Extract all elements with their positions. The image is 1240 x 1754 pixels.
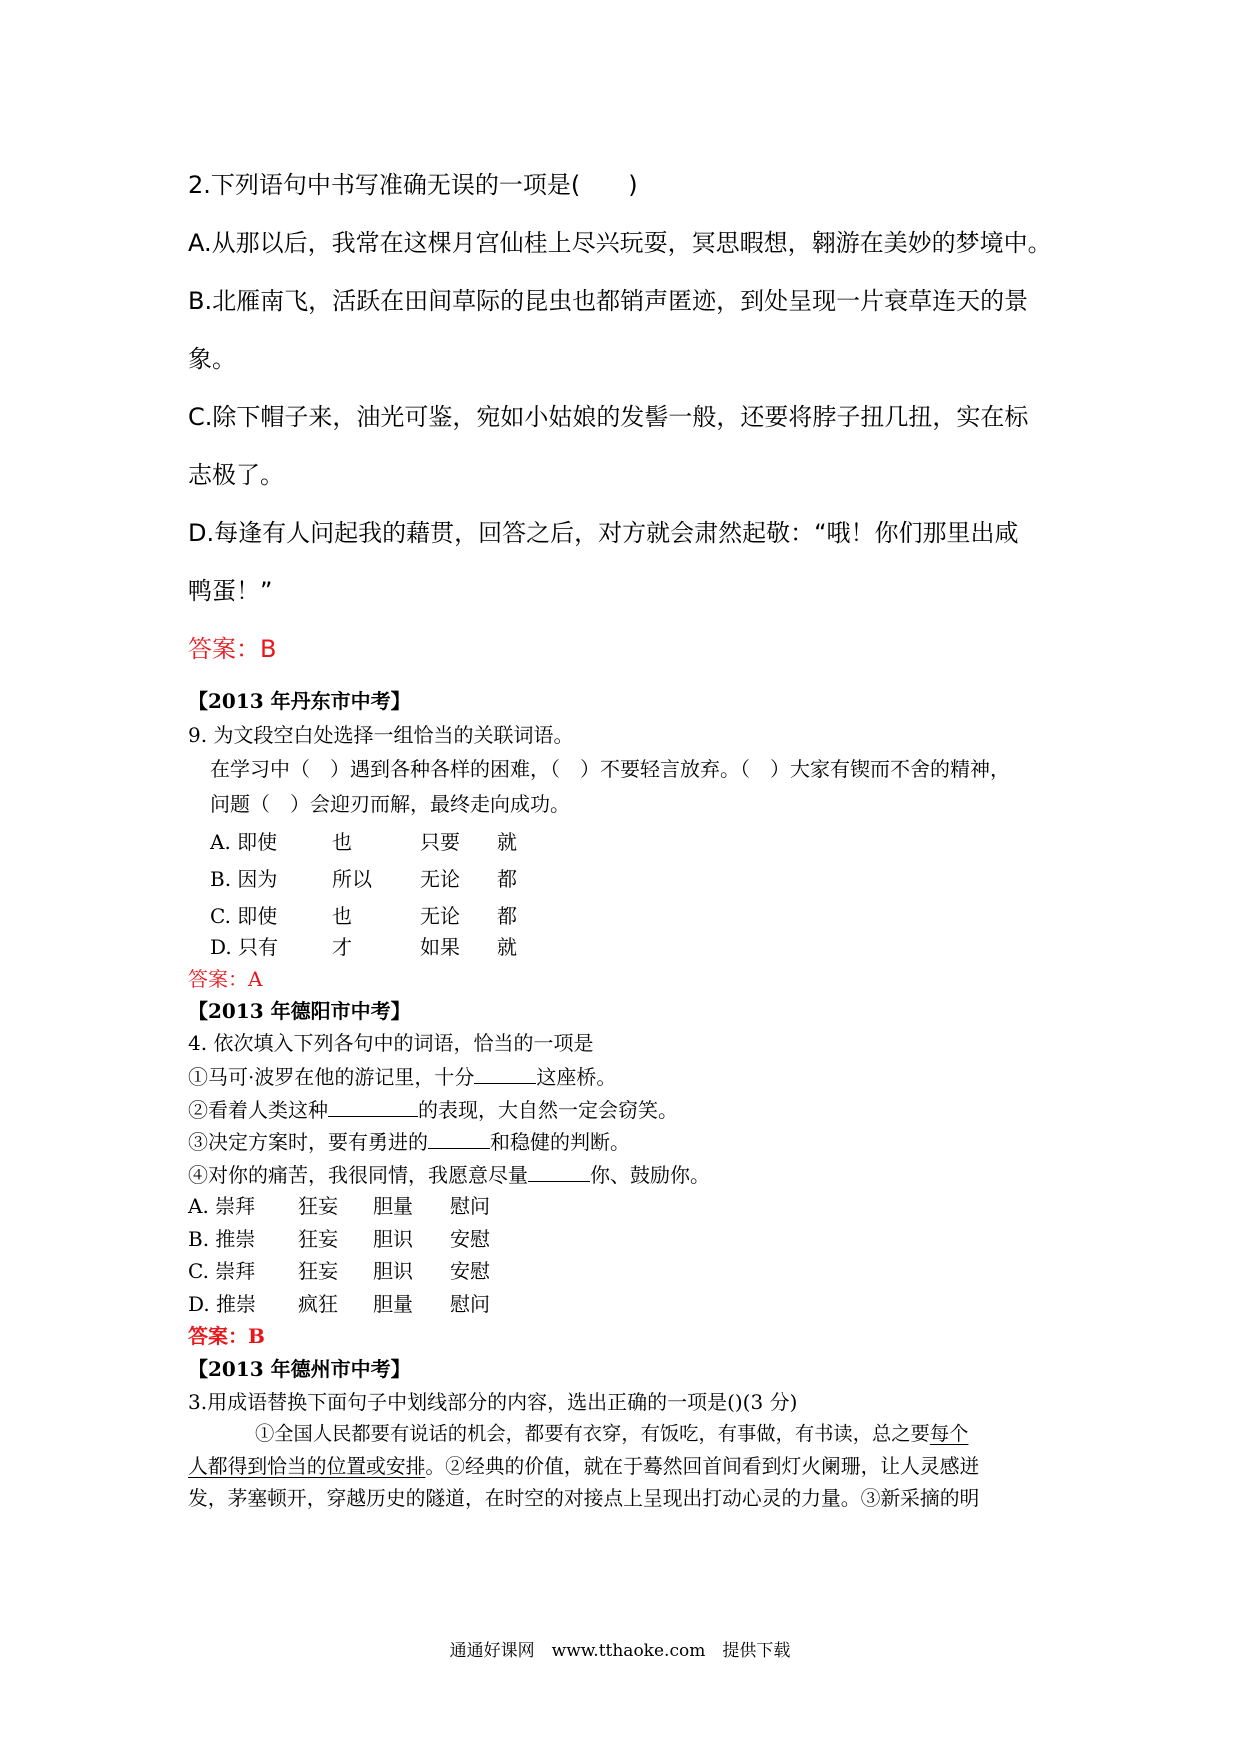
option-word: 胆识 <box>373 1259 413 1283</box>
option-label: D. 推崇 <box>188 1292 257 1316</box>
section-header-dezhou: 【2013 年德州市中考】 <box>188 1357 411 1381</box>
fill-blank <box>474 1063 536 1084</box>
paragraph-line2: 人都得到恰当的位置或安排。②经典的价值，就在于蓦然回首间看到灯火阑珊，让人灵感迸 <box>188 1455 980 1478</box>
sentence-3: ③决定方案时，要有勇进的 和稳健的判断。 <box>188 1130 630 1154</box>
question-2: 2.下列语句中书写准确无误的一项是( ) <box>188 171 638 199</box>
question-9: 9. 为文段空白处选择一组恰当的关联词语。 <box>188 723 574 747</box>
answer-3: 答案：B <box>188 1324 265 1348</box>
underlined-text: 人都得到恰当的位置或安排 <box>188 1455 426 1478</box>
passage-line1: 在学习中（ ）遇到各种各样的困难，（ ）不要轻言放弃。（ ）大家有锲而不舍的精神， <box>210 757 1010 781</box>
option-c-line1: C.除下帽子来，油光可鉴，宛如小姑娘的发髻一般，还要将脖子扭几扭，实在标 <box>188 403 1029 431</box>
option-word: 安慰 <box>450 1227 490 1251</box>
option-word: 就 <box>497 830 517 854</box>
underlined-text: 每个 <box>929 1422 969 1445</box>
option-word: 狂妄 <box>298 1259 338 1283</box>
option-label: B. 因为 <box>210 867 278 891</box>
option-word: 胆识 <box>373 1227 413 1251</box>
option-word: 胆量 <box>373 1292 413 1316</box>
sentence-4: ④对你的痛苦，我很同情，我愿意尽量 你、鼓励你。 <box>188 1163 710 1187</box>
question-3: 3.用成语替换下面句子中划线部分的内容，选出正确的一项是()(3 分) <box>188 1390 798 1414</box>
option-label: A. 崇拜 <box>188 1194 256 1218</box>
option-word: 慰问 <box>450 1292 490 1316</box>
answer-2: 答案：A <box>188 967 263 991</box>
option-c-line2: 志极了。 <box>188 461 284 489</box>
sentence-2: ②看着人类这种 的表现，大自然一定会窃笑。 <box>188 1098 678 1122</box>
option-word: 慰问 <box>450 1194 490 1218</box>
option-d-line1: D.每逢有人问起我的藉贯，回答之后，对方就会肃然起敬：“哦！你们那里出咸 <box>188 519 1019 547</box>
fill-blank <box>328 1096 418 1117</box>
option-label: C. 崇拜 <box>188 1259 256 1283</box>
question-4: 4. 依次填入下列各句中的词语，恰当的一项是 <box>188 1031 594 1055</box>
option-word: 也 <box>332 904 352 928</box>
section-header-deyang: 【2013 年德阳市中考】 <box>188 999 411 1023</box>
option-word: 都 <box>497 904 517 928</box>
option-word: 所以 <box>332 867 372 891</box>
option-word: 狂妄 <box>298 1194 338 1218</box>
option-word: 胆量 <box>373 1194 413 1218</box>
option-label: A. 即使 <box>210 830 278 854</box>
sentence-1: ①马可·波罗在他的游记里，十分 这座桥。 <box>188 1065 617 1089</box>
option-word: 疯狂 <box>298 1292 338 1316</box>
option-word: 如果 <box>420 935 460 959</box>
option-word: 安慰 <box>450 1259 490 1283</box>
option-label: C. 即使 <box>210 904 278 928</box>
page-footer: 通通好课网 www.tthaoke.com 提供下载 <box>449 1641 791 1661</box>
option-b-line1: B.北雁南飞，活跃在田间草际的昆虫也都销声匿迹，到处呈现一片衰草连天的景 <box>188 287 1029 315</box>
option-word: 都 <box>497 867 517 891</box>
option-word: 也 <box>332 830 352 854</box>
section-header-dandong: 【2013 年丹东市中考】 <box>188 689 411 713</box>
option-label: D. 只有 <box>210 935 279 959</box>
option-word: 只要 <box>420 830 460 854</box>
option-label: B. 推崇 <box>188 1227 256 1251</box>
option-a: A.从那以后，我常在这棵月宫仙桂上尽兴玩耍，冥思暇想，翱游在美妙的梦境中。 <box>188 229 1052 257</box>
fill-blank <box>528 1161 590 1182</box>
paragraph-line1: ①全国人民都要有说话的机会，都要有衣穿，有饭吃，有事做，有书读，总之要每个 <box>255 1422 969 1445</box>
passage-line2: 问题（ ）会迎刃而解，最终走向成功。 <box>210 792 570 816</box>
option-word: 才 <box>332 935 352 959</box>
option-d-line2: 鸭蛋！” <box>188 577 273 605</box>
paragraph-line3: 发，茅塞顿开，穿越历史的隧道，在时空的对接点上呈现出打动心灵的力量。③新采摘的明 <box>188 1487 980 1510</box>
fill-blank <box>428 1128 490 1149</box>
option-word: 就 <box>497 935 517 959</box>
option-b-line2: 象。 <box>188 345 236 373</box>
option-word: 无论 <box>420 867 460 891</box>
answer-1: 答案：B <box>188 635 277 663</box>
option-word: 狂妄 <box>298 1227 338 1251</box>
option-word: 无论 <box>420 904 460 928</box>
